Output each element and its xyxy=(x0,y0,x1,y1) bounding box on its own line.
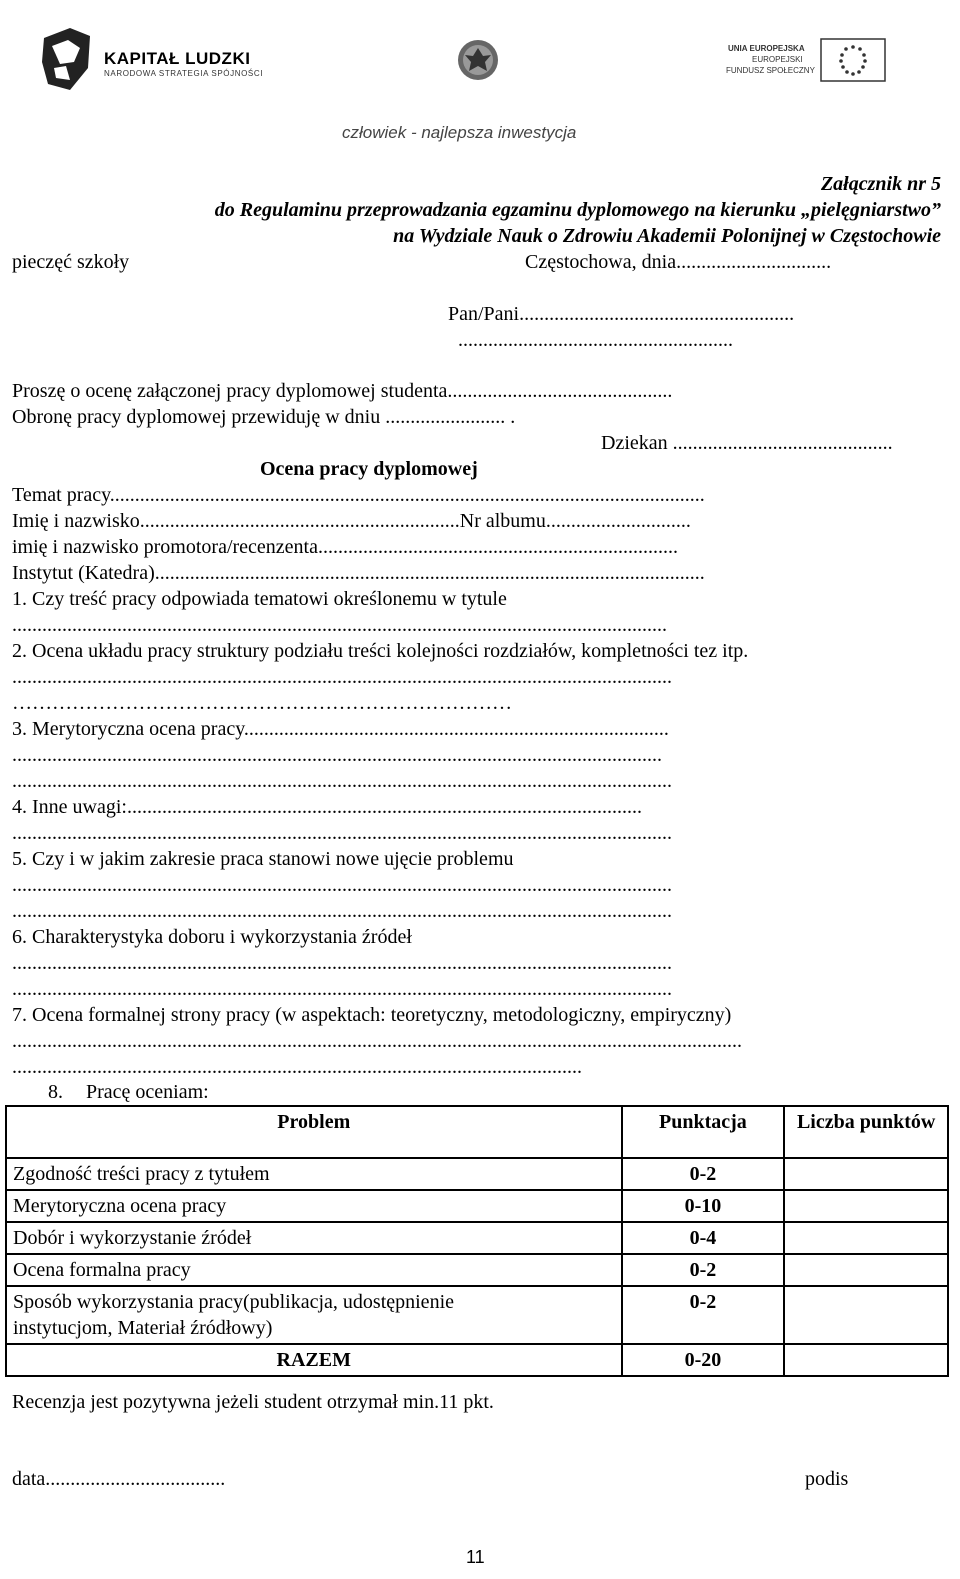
answer-line: .................................................................................................................. xyxy=(12,1056,582,1078)
slogan: człowiek - najlepsza inwestycja xyxy=(342,123,577,142)
eagle-emblem-icon xyxy=(456,37,500,83)
score-cell[interactable] xyxy=(784,1222,948,1254)
answer-line: .................................................................................................................................... xyxy=(12,900,672,922)
logo-left-subtitle: NARODOWA STRATEGIA SPÓJNOŚCI xyxy=(104,69,264,78)
addressee-field: Pan/Pani....................................................... xyxy=(448,303,795,325)
score-cell[interactable] xyxy=(784,1286,948,1344)
table-row xyxy=(6,1158,948,1190)
problem-cell: Ocena formalna pracy xyxy=(6,1254,622,1286)
column-header-points-range: Punktacja xyxy=(622,1106,785,1158)
table-row xyxy=(6,1190,948,1222)
question-3: 3. Merytoryczna ocena pracy..................................................................................... xyxy=(12,718,669,740)
institute-field: Instytut (Katedra).............................................................................................................. xyxy=(12,562,705,584)
answer-line: .................................................................................................................................... xyxy=(12,822,672,844)
answer-line: .................................................................................................................................... xyxy=(12,874,672,896)
total-score-cell[interactable] xyxy=(784,1344,948,1376)
attachment-regulation: do Regulaminu przeprowadzania egzaminu dyplomowego na kierunku „pielęgniarstwo” xyxy=(214,199,941,221)
total-points-range: 0-20 xyxy=(622,1344,785,1376)
dean-signature-field: Dziekan ............................................ xyxy=(601,432,893,454)
defense-date-field: Obronę pracy dyplomowej przewiduję w dniu ........................ . xyxy=(12,406,516,428)
column-header-problem: Problem xyxy=(6,1106,622,1158)
points-range-cell: 0-10 xyxy=(622,1190,785,1222)
attachment-number: Załącznik nr 5 xyxy=(820,173,941,195)
logo-right-line3: FUNDUSZ SPOŁECZNY xyxy=(726,66,815,75)
answer-line: ………………………………………………………………… xyxy=(12,692,512,714)
question-4: 4. Inne uwagi:....................................................................................................... xyxy=(12,796,642,818)
points-range-cell: 0-2 xyxy=(622,1254,785,1286)
date-field: data.................................... xyxy=(12,1468,226,1490)
table-header-row xyxy=(6,1106,948,1158)
form-title: Ocena pracy dyplomowej xyxy=(260,458,478,480)
answer-line: .................................................................................................................................... xyxy=(12,666,672,688)
score-cell[interactable] xyxy=(784,1254,948,1286)
logo-left-title: KAPITAŁ LUDZKI xyxy=(104,49,251,68)
question-7: 7. Ocena formalnej strony pracy (w aspektach: teoretyczny, metodologiczny, empiryczny) xyxy=(12,1004,732,1026)
table-row xyxy=(6,1254,948,1286)
question-8: Pracę oceniam: xyxy=(86,1081,209,1103)
table-row xyxy=(6,1222,948,1254)
question-2: 2. Ocena układu pracy struktury podziału treści kolejności rozdziałów, kompletności tez itp. xyxy=(12,640,749,662)
score-cell[interactable] xyxy=(784,1158,948,1190)
points-range-cell: 0-4 xyxy=(622,1222,785,1254)
problem-cell: Dobór i wykorzystanie źródeł xyxy=(6,1222,622,1254)
answer-line: .................................................................................................................................. xyxy=(12,744,662,766)
answer-line: .................................................................................................................................... xyxy=(12,770,672,792)
signature-label: podis xyxy=(805,1468,849,1490)
question-6: 6. Charakterystyka doboru i wykorzystania źródeł xyxy=(12,926,412,948)
answer-line: .................................................................................................................................... xyxy=(12,978,672,1000)
evaluation-request: Proszę o ocenę załączonej pracy dyplomowej studenta............................................. xyxy=(12,380,673,402)
answer-line: .................................................................................................................................................. xyxy=(12,1030,742,1052)
pass-criterion-note: Recenzja jest pozytywna jeżeli student otrzymał min.11 pkt. xyxy=(12,1391,494,1413)
attachment-faculty: na Wydziale Nauk o Zdrowiu Akademii Polonijnej w Częstochowie xyxy=(393,225,941,247)
answer-line: .................................................................................................................................... xyxy=(12,952,672,974)
score-table xyxy=(5,1105,949,1377)
question-1: 1. Czy treść pracy odpowiada tematowi określonemu w tytule xyxy=(12,588,507,610)
points-range-cell: 0-2 xyxy=(622,1286,785,1344)
topic-field: Temat pracy....................................................................................................................... xyxy=(12,484,705,506)
answer-line: ................................................................................................................................... xyxy=(12,614,667,636)
question-8-number: 8. xyxy=(48,1081,63,1103)
student-name-field: Imię i nazwisko................................................................Nr albumu............................. xyxy=(12,510,691,532)
supervisor-field: imię i nazwisko promotora/recenzenta........................................................................ xyxy=(12,536,678,558)
logo-right-line1: UNIA EUROPEJSKA xyxy=(728,44,805,53)
problem-cell: Sposób wykorzystania pracy(publikacja, udostępnienie instytucjom, Materiał źródłowy) xyxy=(6,1286,622,1344)
total-label: RAZEM xyxy=(6,1344,622,1376)
page-number: 11 xyxy=(466,1547,485,1567)
place-date-field: Częstochowa, dnia............................... xyxy=(525,251,832,273)
problem-cell: Merytoryczna ocena pracy xyxy=(6,1190,622,1222)
question-5: 5. Czy i w jakim zakresie praca stanowi nowe ujęcie problemu xyxy=(12,848,514,870)
table-row xyxy=(6,1286,948,1344)
column-header-points-awarded: Liczba punktów xyxy=(784,1106,948,1158)
score-cell[interactable] xyxy=(784,1190,948,1222)
school-stamp-label: pieczęć szkoły xyxy=(12,251,130,273)
kapital-ludzki-logo-icon xyxy=(40,28,92,94)
logo-right-line2: EUROPEJSKI xyxy=(752,55,803,64)
addressee-field-continued: ....................................................... xyxy=(458,329,733,351)
points-range-cell: 0-2 xyxy=(622,1158,785,1190)
problem-cell: Zgodność treści pracy z tytułem xyxy=(6,1158,622,1190)
table-total-row xyxy=(6,1344,948,1376)
eu-flag-icon xyxy=(820,38,886,82)
